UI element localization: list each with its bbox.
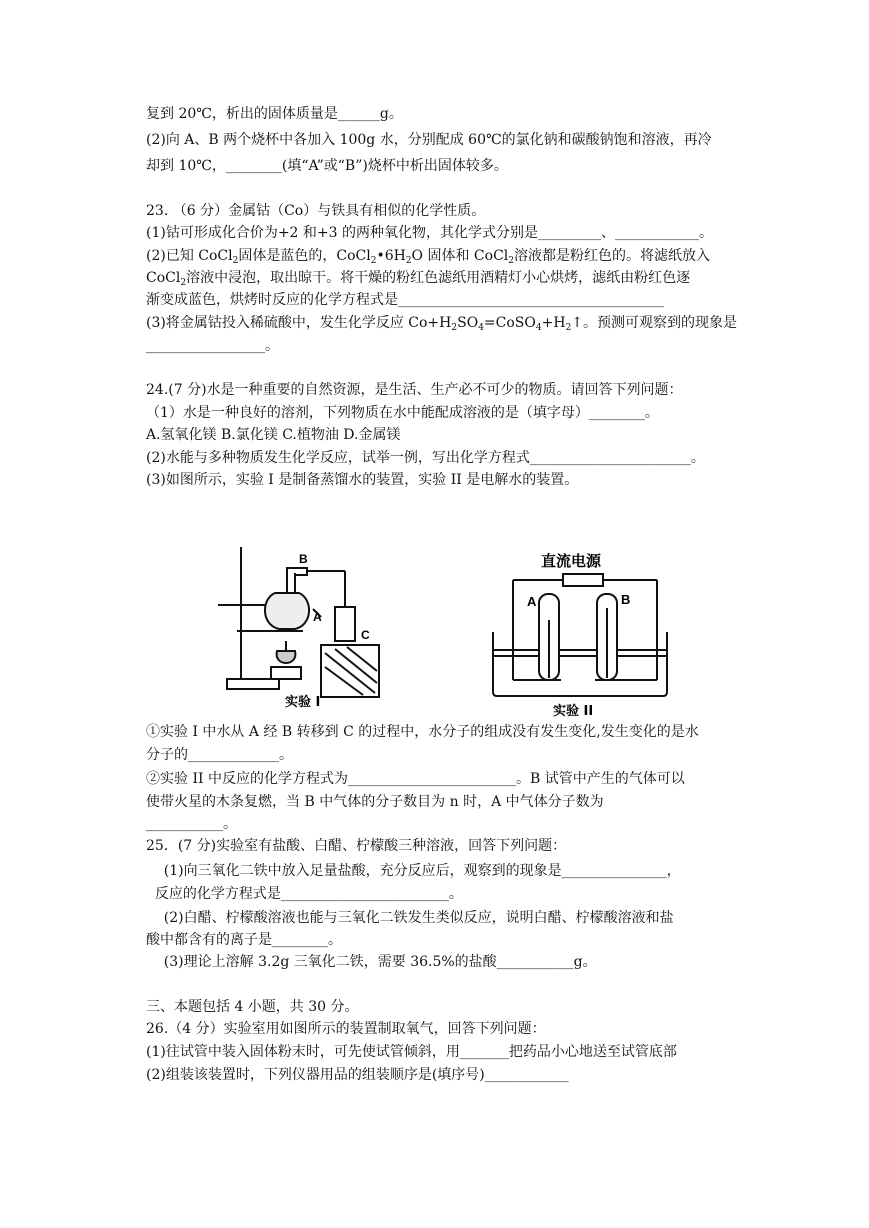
text-line: CoCl$_2$溶液中浸泡，取出晾干。将干燥的粉红色滤纸用酒精灯小心烘烤，滤纸由粉红色逐 bbox=[146, 270, 691, 288]
label-c: C bbox=[361, 628, 370, 642]
text-line: ①实验 I 中水从 A 经 B 转移到 C 的过程中，水分子的组成没有发生变化,发生变化的是水 bbox=[146, 724, 699, 740]
text-line: 却到 10℃，________(填“A”或“B”)烧杯中析出固体较多。 bbox=[146, 158, 508, 174]
text-line: （1）水是一种良好的溶剂，下列物质在水中能配成溶液的是（填字母）________。 bbox=[146, 405, 659, 421]
text-line: 酸中都含有的离子是________。 bbox=[146, 932, 342, 948]
text-line: A.氢氧化镁 B.氯化镁 C.植物油 D.金属镁 bbox=[146, 427, 401, 443]
text-line: (2)已知 CoCl$_2$固体是蓝色的，$CoCl_2•6H_2O$ 固体和 CoCl$_2$溶液都是粉红色的。将滤纸放入 bbox=[146, 248, 710, 266]
text-line: (1)往试管中装入固体粉末时，可先使试管倾斜，用_______把药品小心地送至试管底部 bbox=[146, 1044, 677, 1060]
text-line: (3)理论上溶解 3.2g 三氧化二铁，需要 36.5%的盐酸___________g。 bbox=[146, 954, 597, 970]
text-line: 复到 20℃，析出的固体质量是______g。 bbox=[146, 106, 403, 122]
label-a: A bbox=[527, 594, 537, 609]
question-26-title: 26.（4 分）实验室用如图所示的装置制取氧气，回答下列问题： bbox=[146, 1021, 546, 1037]
text-line: (2)水能与多种物质发生化学反应，试举一例，写出化学方程式_______________________。 bbox=[146, 450, 705, 466]
question-24-title: 24.(7 分)水是一种重要的自然资源，是生活、生产必不可少的物质。请回答下列问题： bbox=[146, 382, 683, 398]
text-line: (2)向 A、B 两个烧杯中各加入 100g 水，分别配成 60℃的氯化钠和碳酸钠饱和溶液，再冷 bbox=[146, 132, 712, 148]
text-line: ②实验 II 中反应的化学方程式为________________________。B 试管中产生的气体可以 bbox=[146, 771, 685, 787]
text-line: _________________。 bbox=[146, 338, 279, 354]
text-line: (3)如图所示，实验 I 是制备蒸馏水的装置，实验 II 是电解水的装置。 bbox=[146, 472, 579, 488]
text-line: (3)将金属钴投入稀硫酸中，发生化学反应 $Co+H_2SO_4=CoSO_4+H_2↑$。预测可观察到的现象是 bbox=[146, 315, 738, 333]
figure-2-caption: 实验 II bbox=[553, 704, 594, 719]
text-line: ___________。 bbox=[146, 816, 237, 832]
section-heading: 三、本题包括 4 小题，共 30 分。 bbox=[146, 999, 359, 1015]
question-25-title: 25．(7 分)实验室有盐酸、白醋、柠檬酸三种溶液，回答下列问题： bbox=[146, 838, 567, 854]
text-line: (2)组装该装置时，下列仪器用品的组装顺序是(填序号)____________ bbox=[146, 1067, 569, 1083]
text-line: (1)向三氧化二铁中放入足量盐酸，充分反应后，观察到的现象是_______________， bbox=[146, 863, 681, 879]
text-line: 使带火星的木条复燃，当 B 中气体的分子数目为 n 时，A 中气体分子数为 bbox=[146, 794, 604, 810]
experiment-2-figure bbox=[487, 550, 673, 720]
power-source-label: 直流电源 bbox=[541, 552, 602, 570]
experiment-1-figure bbox=[213, 543, 385, 711]
question-23-title: 23. （6 分）金属钴（Co）与铁具有相似的化学性质。 bbox=[146, 203, 486, 219]
label-b: B bbox=[299, 552, 308, 566]
text-line: (1)钴可形成化合价为+2 和+3 的两种氧化物，其化学式分别是_________、____________。 bbox=[146, 225, 714, 241]
text-line: 反应的化学方程式是________________________。 bbox=[146, 886, 463, 902]
figure-1-caption: 实验 I bbox=[285, 695, 321, 710]
text-line: (2)白醋、柠檬酸溶液也能与三氧化二铁发生类似反应，说明白醋、柠檬酸溶液和盐 bbox=[146, 910, 674, 926]
text-line: 分子的_____________。 bbox=[146, 747, 293, 763]
text-line: 渐变成蓝色，烘烤时反应的化学方程式是______________________________________ bbox=[146, 292, 664, 308]
label-a: A bbox=[313, 610, 322, 624]
label-b: B bbox=[621, 592, 631, 607]
